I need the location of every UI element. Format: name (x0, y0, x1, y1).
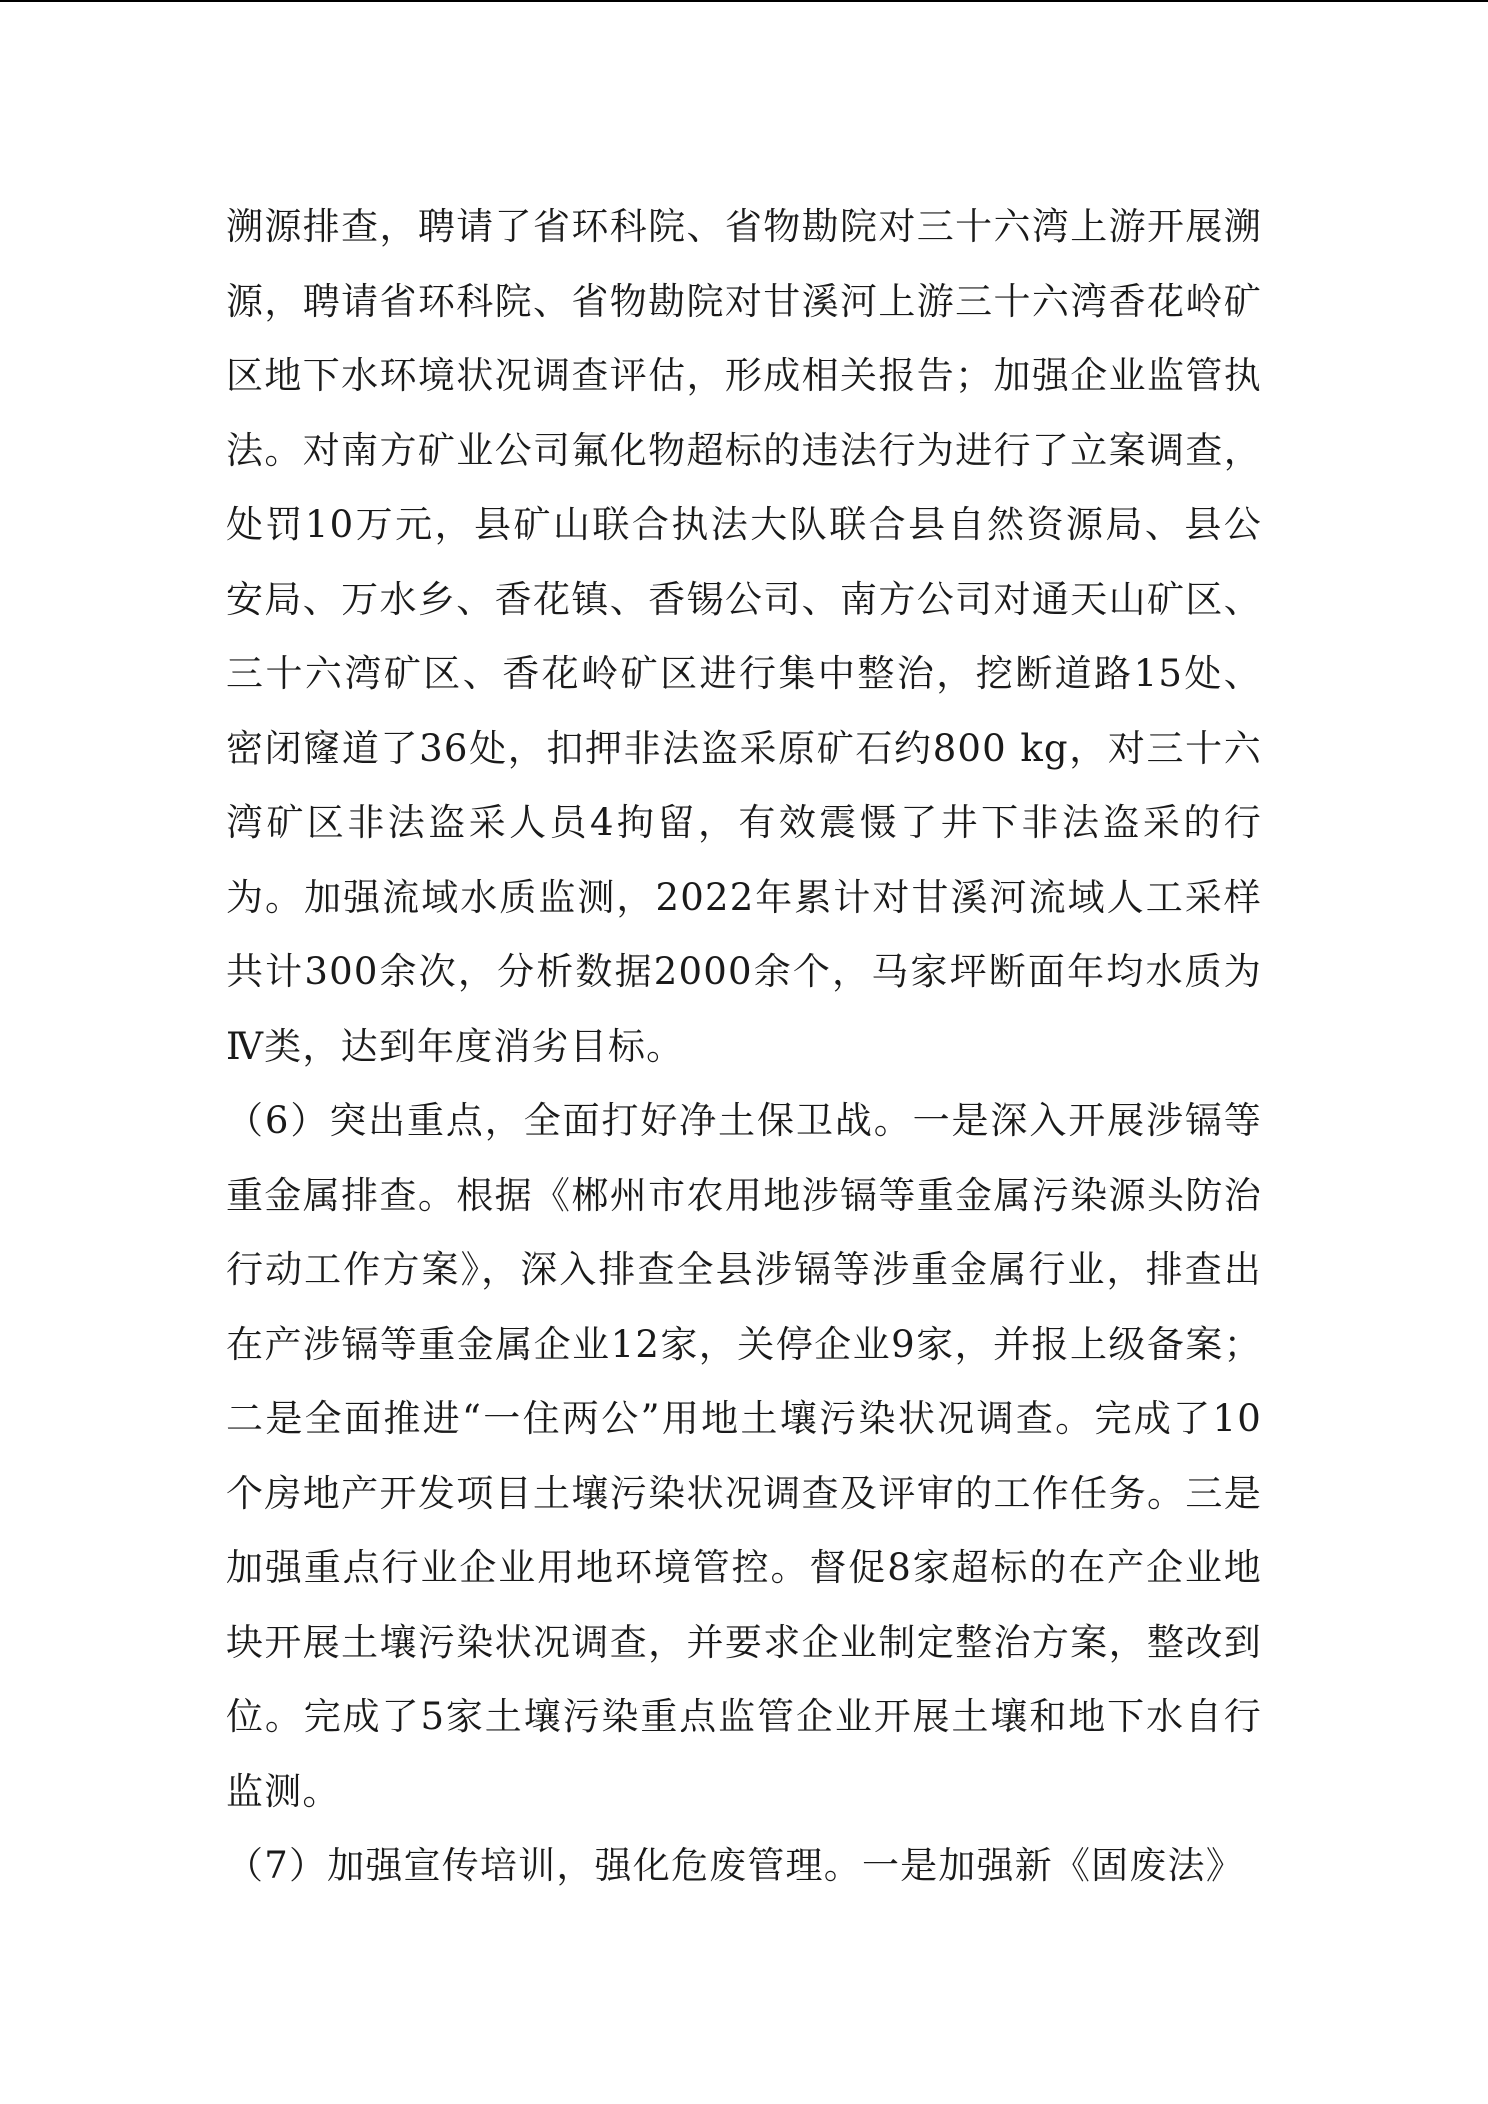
paragraph-soil-protection: （6）突出重点，全面打好净土保卫战。一是深入开展涉镉等重金属排查。根据《郴州市农用地涉镉等重金属污染源头防治行动工作方案》，深入排查全县涉镉等涉重金属行业，排查出在产涉镉等重金属企业12家，关停企业9家，并报上级备案；二是全面推进“一住两公”用地土壤污染状况调查。完成了10个房地产开发项目土壤污染状况调查及评审的工作任务。三是加强重点行业企业用地环境管控。督促8家超标的在产企业地块开展土壤污染状况调查，并要求企业制定整治方案，整改到位。完成了5家土壤污染重点监管企业开展土壤和地下水自行监测。 (226, 1099, 1262, 1813)
paragraph-water-monitoring: 溯源排查，聘请了省环科院、省物勘院对三十六湾上游开展溯源，聘请省环科院、省物勘院对甘溪河上游三十六湾香花岭矿区地下水环境状况调查评估，形成相关报告；加强企业监管执法。对南方矿业公司氟化物超标的违法行为进行了立案调查，处罚10万元，县矿山联合执法大队联合县自然资源局、县公安局、万水乡、香花镇、香锡公司、南方公司对通天山矿区、三十六湾矿区、香花岭矿区进行集中整治，挖断道路15处、密闭窿道了36处，扣押非法盗采原矿石约800 kg，对三十六湾矿区非法盗采人员4拘留，有效震慑了井下非法盗采的行为。加强流域水质监测，2022年累计对甘溪河流域人工采样共计300余次，分析数据2000余个，马家坪断面年均水质为Ⅳ类，达到年度消劣目标。 (226, 205, 1262, 1068)
document-body (226, 190, 1262, 1904)
paragraph-hazardous-waste: （7）加强宣传培训，强化危废管理。一是加强新《固废法》 (226, 1844, 1244, 1887)
